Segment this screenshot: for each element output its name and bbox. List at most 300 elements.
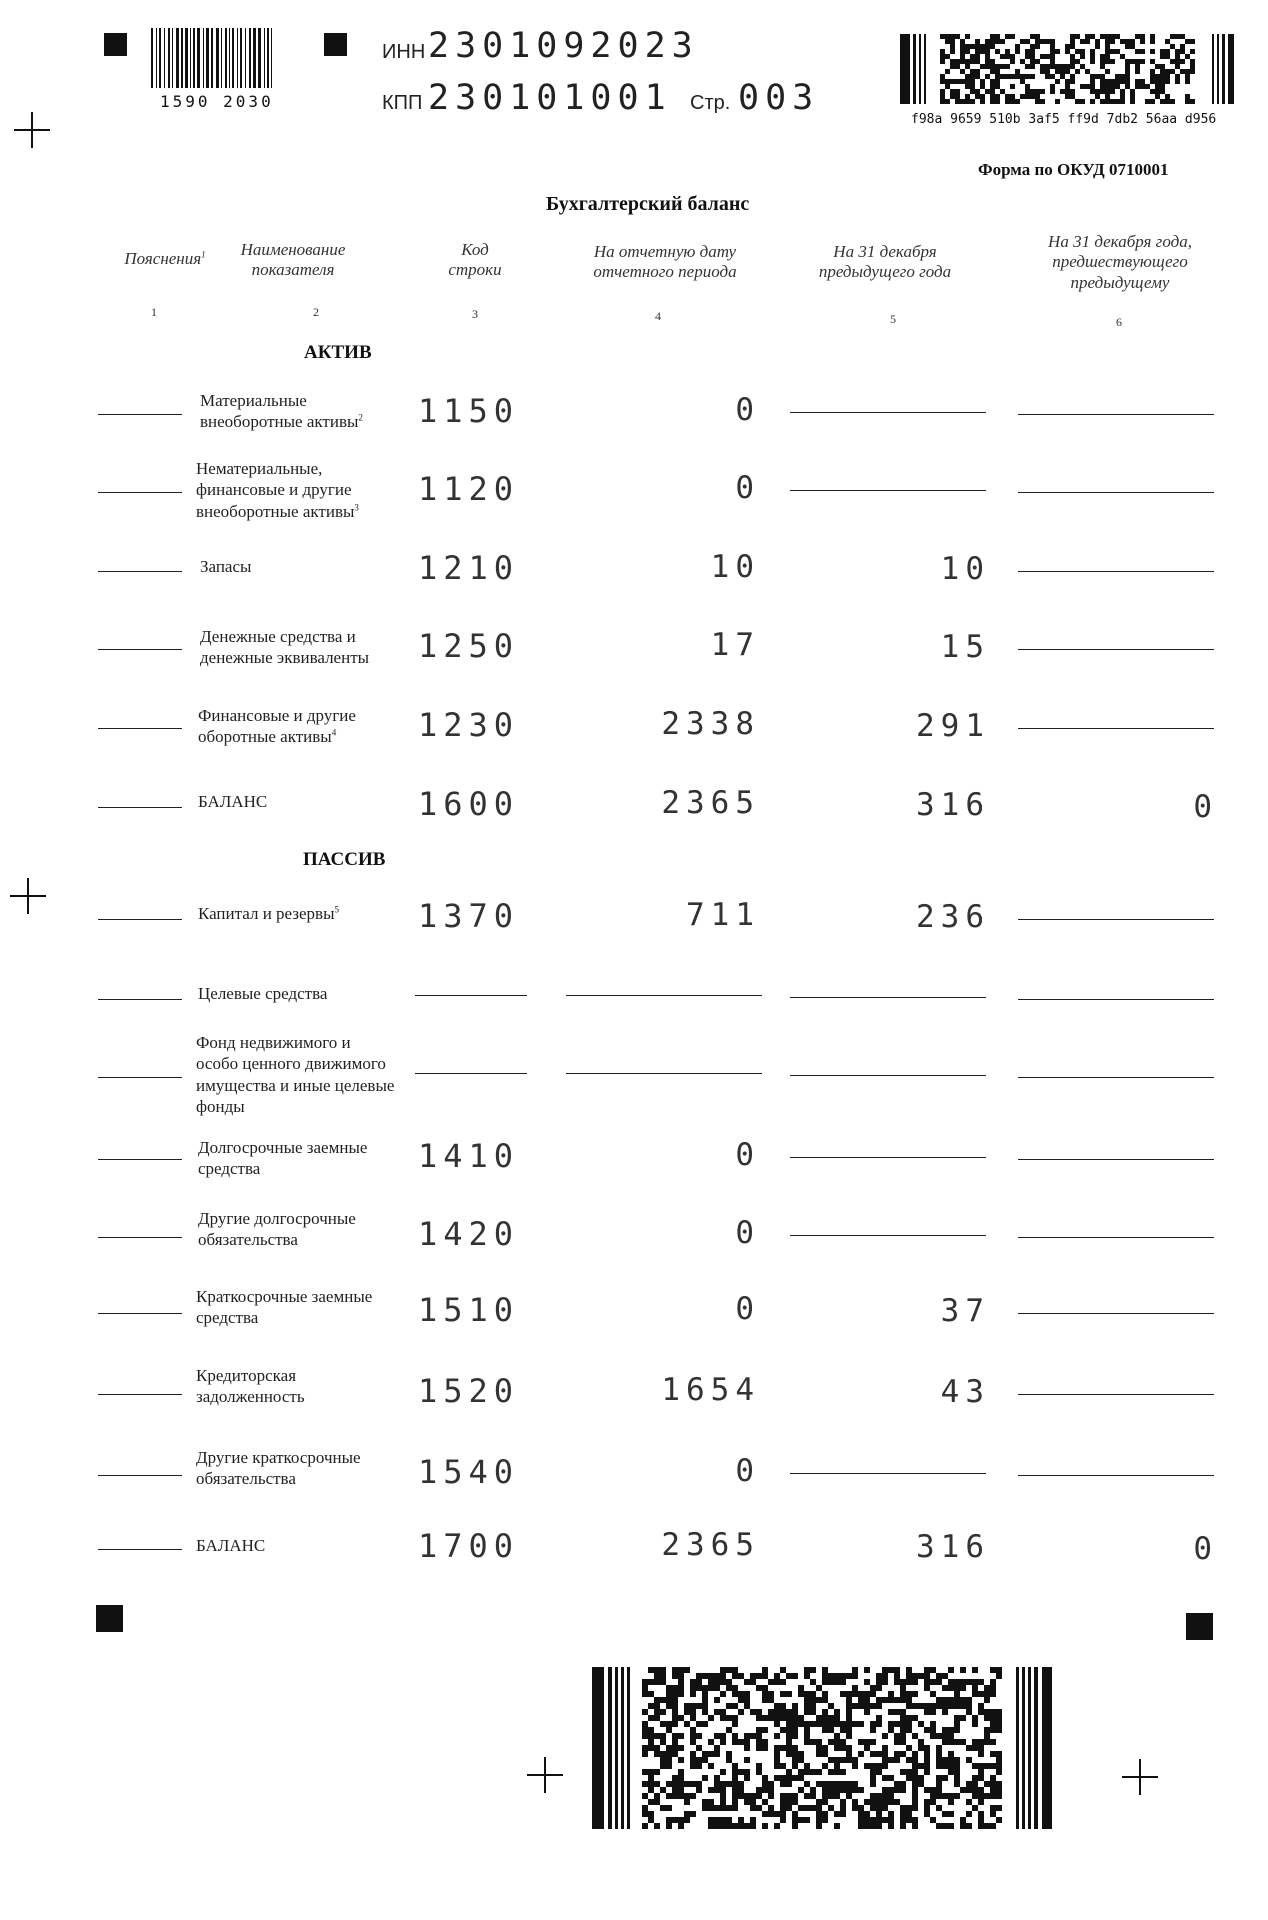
- matrix-cell: [924, 1667, 930, 1673]
- matrix-cell: [786, 1733, 792, 1739]
- matrix-cell: [1050, 89, 1055, 94]
- matrix-cell: [798, 1685, 804, 1691]
- matrix-cell: [648, 1727, 654, 1733]
- matrix-cell: [648, 1781, 654, 1787]
- matrix-cell: [840, 1739, 846, 1745]
- matrix-cell: [970, 44, 975, 49]
- section-liabilities: ПАССИВ: [303, 849, 386, 870]
- matrix-cell: [984, 1709, 990, 1715]
- guard-bar: [1212, 34, 1214, 104]
- matrix-cell: [642, 1793, 648, 1799]
- matrix-cell: [975, 89, 980, 94]
- matrix-cell: [1155, 74, 1160, 79]
- matrix-cell: [642, 1685, 648, 1691]
- matrix-cell: [918, 1739, 924, 1745]
- matrix-cell: [1085, 39, 1090, 44]
- matrix-cell: [930, 1721, 936, 1727]
- matrix-cell: [654, 1709, 660, 1715]
- prev-blank-line: [790, 997, 986, 998]
- matrix-cell: [708, 1805, 714, 1811]
- matrix-cell: [1120, 79, 1125, 84]
- row-label: [198, 1208, 408, 1251]
- matrix-cell: [954, 1679, 960, 1685]
- matrix-cell: [732, 1667, 738, 1673]
- matrix-cell: [672, 1673, 678, 1679]
- matrix-cell: [870, 1727, 876, 1733]
- matrix-cell: [948, 1763, 954, 1769]
- matrix-cell: [852, 1685, 858, 1691]
- matrix-cell: [996, 1667, 1002, 1673]
- matrix-cell: [834, 1721, 840, 1727]
- matrix-cell: [780, 1691, 786, 1697]
- row-code: 1150: [418, 392, 520, 430]
- matrix-cell: [1020, 59, 1025, 64]
- matrix-cell: [990, 1763, 996, 1769]
- barcode-bar: [221, 28, 223, 88]
- matrix-cell: [870, 1775, 876, 1781]
- matrix-cell: [894, 1757, 900, 1763]
- matrix-cell: [774, 1757, 780, 1763]
- matrix-cell: [906, 1715, 912, 1721]
- matrix-cell: [960, 1787, 966, 1793]
- matrix-cell: [702, 1805, 708, 1811]
- matrix-cell: [960, 1679, 966, 1685]
- row-label-text: Долгосрочные заемные средства: [198, 1138, 368, 1179]
- value-current: 711: [686, 897, 760, 933]
- matrix-cell: [690, 1763, 696, 1769]
- matrix-cell: [816, 1745, 822, 1751]
- matrix-cell: [940, 94, 945, 99]
- matrix-cell: [1030, 44, 1035, 49]
- row-code: 1230: [418, 706, 520, 744]
- matrix-cell: [1150, 89, 1155, 94]
- code-blank-line: [415, 995, 527, 996]
- matrix-cell: [945, 99, 950, 104]
- matrix-cell: [1150, 74, 1155, 79]
- matrix-cell: [990, 1781, 996, 1787]
- matrix-cell: [906, 1805, 912, 1811]
- matrix-cell: [924, 1673, 930, 1679]
- matrix-cell: [948, 1823, 954, 1829]
- matrix-cell: [965, 99, 970, 104]
- matrix-cell: [1080, 99, 1085, 104]
- matrix-cell: [1120, 39, 1125, 44]
- matrix-cell: [696, 1733, 702, 1739]
- matrix-cell: [1170, 59, 1175, 64]
- matrix-cell: [762, 1745, 768, 1751]
- matrix-cell: [912, 1817, 918, 1823]
- matrix-cell: [1015, 99, 1020, 104]
- matrix-cell: [768, 1697, 774, 1703]
- matrix-cell: [792, 1793, 798, 1799]
- matrix-cell: [940, 49, 945, 54]
- guard-bar: [1028, 1667, 1031, 1829]
- matrix-cell: [780, 1667, 786, 1673]
- matrix-cell: [960, 1715, 966, 1721]
- matrix-cell: [936, 1775, 942, 1781]
- matrix-cell: [1120, 74, 1125, 79]
- row-label-text: Кредиторская задолженность: [196, 1366, 305, 1407]
- footnote-marker: 5: [334, 904, 340, 915]
- matrix-cell: [810, 1805, 816, 1811]
- matrix-cell: [996, 1817, 1002, 1823]
- matrix-cell: [780, 1709, 786, 1715]
- matrix-cell: [678, 1781, 684, 1787]
- matrix-cell: [786, 1745, 792, 1751]
- matrix-cell: [990, 1787, 996, 1793]
- matrix-cell: [714, 1817, 720, 1823]
- matrix-cell: [1100, 99, 1105, 104]
- matrix-cell: [1185, 94, 1190, 99]
- barcode-bar: [225, 28, 227, 88]
- matrix-cell: [985, 64, 990, 69]
- matrix-cell: [1050, 44, 1055, 49]
- matrix-cell: [984, 1763, 990, 1769]
- matrix-cell: [1130, 59, 1135, 64]
- matrix-cell: [810, 1703, 816, 1709]
- matrix-cell: [995, 79, 1000, 84]
- matrix-cell: [852, 1757, 858, 1763]
- matrix-cell: [955, 59, 960, 64]
- matrix-cell: [996, 1715, 1002, 1721]
- matrix-cell: [654, 1793, 660, 1799]
- matrix-cell: [804, 1817, 810, 1823]
- matrix-cell: [960, 44, 965, 49]
- matrix-cell: [990, 1793, 996, 1799]
- matrix-cell: [912, 1769, 918, 1775]
- matrix-cell: [708, 1685, 714, 1691]
- value-current: 0: [735, 1291, 760, 1327]
- matrix-cell: [966, 1703, 972, 1709]
- matrix-cell: [822, 1751, 828, 1757]
- matrix-cell: [924, 1751, 930, 1757]
- matrix-cell: [1185, 74, 1190, 79]
- matrix-cell: [804, 1691, 810, 1697]
- value-current: 0: [735, 1453, 760, 1489]
- matrix-cell: [780, 1817, 786, 1823]
- matrix-cell: [1165, 94, 1170, 99]
- matrix-cell: [894, 1709, 900, 1715]
- matrix-cell: [828, 1679, 834, 1685]
- matrix-cell: [834, 1811, 840, 1817]
- matrix-cell: [1160, 74, 1165, 79]
- matrix-cell: [1130, 39, 1135, 44]
- matrix-cell: [696, 1685, 702, 1691]
- matrix-cell: [1065, 79, 1070, 84]
- matrix-cell: [912, 1823, 918, 1829]
- matrix-cell: [792, 1799, 798, 1805]
- matrix-cell: [810, 1667, 816, 1673]
- matrix-cell: [1125, 39, 1130, 44]
- matrix-cell: [822, 1799, 828, 1805]
- prev2-blank-line: [1018, 1475, 1214, 1476]
- matrix-cell: [924, 1745, 930, 1751]
- matrix-cell: [780, 1799, 786, 1805]
- matrix-cell: [1005, 64, 1010, 69]
- matrix-cell: [1125, 69, 1130, 74]
- matrix-cell: [822, 1709, 828, 1715]
- matrix-cell: [648, 1775, 654, 1781]
- matrix-cell: [900, 1739, 906, 1745]
- matrix-cell: [786, 1691, 792, 1697]
- matrix-cell: [888, 1727, 894, 1733]
- matrix-cell: [732, 1703, 738, 1709]
- prev2-blank-line: [1018, 571, 1214, 572]
- matrix-cell: [822, 1721, 828, 1727]
- matrix-cell: [990, 1667, 996, 1673]
- matrix-cell: [810, 1793, 816, 1799]
- matrix-cell: [738, 1823, 744, 1829]
- matrix-cell: [756, 1769, 762, 1775]
- matrix-cell: [666, 1727, 672, 1733]
- matrix-cell: [816, 1751, 822, 1757]
- matrix-cell: [738, 1817, 744, 1823]
- matrix-cell: [792, 1703, 798, 1709]
- matrix-cell: [894, 1721, 900, 1727]
- matrix-cell: [702, 1685, 708, 1691]
- row-label: [200, 626, 410, 669]
- matrix-cell: [924, 1787, 930, 1793]
- matrix-cell: [984, 1691, 990, 1697]
- matrix-cell: [996, 1673, 1002, 1679]
- matrix-cell: [846, 1715, 852, 1721]
- matrix-cell: [774, 1709, 780, 1715]
- matrix-cell: [888, 1697, 894, 1703]
- okud-label: Форма по ОКУД 0710001: [978, 160, 1169, 179]
- matrix-cell: [1040, 69, 1045, 74]
- matrix-cell: [750, 1799, 756, 1805]
- matrix-cell: [780, 1679, 786, 1685]
- matrix-cell: [756, 1709, 762, 1715]
- matrix-cell: [714, 1709, 720, 1715]
- matrix-cell: [1075, 59, 1080, 64]
- matrix-cell: [1165, 69, 1170, 74]
- matrix-cell: [970, 99, 975, 104]
- matrix-cell: [985, 44, 990, 49]
- matrix-cell: [810, 1691, 816, 1697]
- matrix-cell: [882, 1757, 888, 1763]
- matrix-cell: [666, 1823, 672, 1829]
- matrix-cell: [792, 1733, 798, 1739]
- matrix-cell: [948, 1667, 954, 1673]
- matrix-cell: [970, 59, 975, 64]
- matrix-cell: [980, 99, 985, 104]
- matrix-cell: [708, 1715, 714, 1721]
- matrix-cell: [1070, 39, 1075, 44]
- matrix-cell: [864, 1679, 870, 1685]
- matrix-cell: [888, 1799, 894, 1805]
- matrix-cell: [972, 1763, 978, 1769]
- prev-blank-line: [790, 1235, 986, 1236]
- matrix-cell: [642, 1691, 648, 1697]
- matrix-cell: [648, 1667, 654, 1673]
- matrix-cell: [786, 1715, 792, 1721]
- matrix-cell: [970, 69, 975, 74]
- matrix-cell: [1155, 84, 1160, 89]
- row-label-text: Запасы: [200, 557, 252, 576]
- matrix-cell: [1125, 79, 1130, 84]
- matrix-cell: [798, 1769, 804, 1775]
- matrix-cell: [1055, 64, 1060, 69]
- matrix-cell: [995, 64, 1000, 69]
- matrix-cell: [1020, 94, 1025, 99]
- matrix-cell: [744, 1757, 750, 1763]
- matrix-cell: [762, 1823, 768, 1829]
- barcode-bar: [267, 28, 269, 88]
- barcode-bar: [232, 28, 234, 88]
- matrix-cell: [690, 1679, 696, 1685]
- matrix-cell: [1180, 69, 1185, 74]
- matrix-cell: [942, 1703, 948, 1709]
- matrix-cell: [990, 99, 995, 104]
- matrix-cell: [774, 1673, 780, 1679]
- matrix-cell: [966, 1823, 972, 1829]
- matrix-cell: [642, 1721, 648, 1727]
- matrix-cell: [834, 1823, 840, 1829]
- matrix-cell: [744, 1697, 750, 1703]
- matrix-cell: [1170, 34, 1175, 39]
- matrix-cell: [1020, 74, 1025, 79]
- matrix-cell: [1125, 59, 1130, 64]
- matrix-cell: [1110, 49, 1115, 54]
- matrix-cell: [834, 1787, 840, 1793]
- matrix-cell: [864, 1745, 870, 1751]
- matrix-cell: [1075, 99, 1080, 104]
- matrix-cell: [912, 1781, 918, 1787]
- matrix-cell: [1115, 74, 1120, 79]
- matrix-cell: [978, 1811, 984, 1817]
- matrix-cell: [940, 99, 945, 104]
- matrix-cell: [912, 1703, 918, 1709]
- matrix-cell: [678, 1715, 684, 1721]
- matrix-cell: [762, 1775, 768, 1781]
- matrix-cell: [654, 1823, 660, 1829]
- matrix-cell: [642, 1823, 648, 1829]
- matrix-cell: [1090, 99, 1095, 104]
- matrix-cell: [1040, 39, 1045, 44]
- barcode-bar: [258, 28, 261, 88]
- matrix-cell: [750, 1709, 756, 1715]
- matrix-cell: [786, 1721, 792, 1727]
- row-label-text: Денежные средства и денежные эквиваленты: [200, 627, 370, 668]
- matrix-cell: [1030, 49, 1035, 54]
- value-current: 0: [735, 1215, 760, 1251]
- matrix-cell: [1035, 34, 1040, 39]
- matrix-cell: [714, 1823, 720, 1829]
- matrix-cell: [756, 1673, 762, 1679]
- matrix-cell: [924, 1709, 930, 1715]
- matrix-cell: [936, 1697, 942, 1703]
- matrix-cell: [972, 1721, 978, 1727]
- matrix-cell: [980, 79, 985, 84]
- matrix-cell: [965, 44, 970, 49]
- matrix-cell: [1170, 99, 1175, 104]
- matrix-cell: [714, 1751, 720, 1757]
- matrix-cell: [864, 1823, 870, 1829]
- matrix-cell: [846, 1757, 852, 1763]
- matrix-cell: [678, 1823, 684, 1829]
- matrix-cell: [696, 1757, 702, 1763]
- matrix-cell: [648, 1787, 654, 1793]
- matrix-cell: [906, 1769, 912, 1775]
- matrix-cell: [738, 1769, 744, 1775]
- value-current: 2365: [661, 1527, 760, 1563]
- matrix-cell: [876, 1763, 882, 1769]
- matrix-cell: [1000, 54, 1005, 59]
- matrix-cell: [822, 1763, 828, 1769]
- matrix-cell: [840, 1781, 846, 1787]
- matrix-cell: [972, 1781, 978, 1787]
- matrix-cell: [900, 1727, 906, 1733]
- matrix-cell: [906, 1673, 912, 1679]
- barcode-bar: [159, 28, 161, 88]
- matrix-cell: [876, 1715, 882, 1721]
- matrix-cell: [972, 1691, 978, 1697]
- matrix-cell: [954, 1721, 960, 1727]
- matrix-cell: [955, 64, 960, 69]
- matrix-cell: [660, 1787, 666, 1793]
- matrix-cell: [882, 1733, 888, 1739]
- matrix-cell: [1050, 64, 1055, 69]
- matrix-cell: [945, 79, 950, 84]
- matrix-cell: [726, 1667, 732, 1673]
- matrix-cell: [726, 1715, 732, 1721]
- matrix-cell: [990, 59, 995, 64]
- matrix-cell: [678, 1733, 684, 1739]
- matrix-cell: [1160, 69, 1165, 74]
- matrix-cell: [985, 39, 990, 44]
- barcode-bar: [151, 28, 153, 88]
- matrix-cell: [792, 1817, 798, 1823]
- matrix-cell: [762, 1691, 768, 1697]
- matrix-cell: [942, 1685, 948, 1691]
- matrix-cell: [970, 54, 975, 59]
- barcode-bar: [206, 28, 209, 88]
- guard-bar: [1217, 34, 1219, 104]
- matrix-cell: [888, 1691, 894, 1697]
- matrix-cell: [720, 1709, 726, 1715]
- barcode-bar: [168, 28, 170, 88]
- matrix-cell: [936, 1781, 942, 1787]
- matrix-cell: [894, 1739, 900, 1745]
- matrix-cell: [690, 1751, 696, 1757]
- guard-bar: [1022, 1667, 1025, 1829]
- matrix-cell: [972, 1739, 978, 1745]
- matrix-cell: [684, 1781, 690, 1787]
- matrix-cell: [720, 1739, 726, 1745]
- matrix-cell: [696, 1703, 702, 1709]
- matrix-cell: [804, 1739, 810, 1745]
- matrix-cell: [912, 1673, 918, 1679]
- matrix-cell: [1060, 74, 1065, 79]
- matrix-cell: [798, 1775, 804, 1781]
- matrix-cell: [1100, 54, 1105, 59]
- matrix-cell: [924, 1679, 930, 1685]
- guard-bar: [1042, 1667, 1052, 1829]
- matrix-cell: [684, 1817, 690, 1823]
- matrix-cell: [972, 1685, 978, 1691]
- matrix-cell: [858, 1805, 864, 1811]
- matrix-cell: [864, 1817, 870, 1823]
- prev-blank-line: [790, 1157, 986, 1158]
- matrix-cell: [990, 79, 995, 84]
- crosshair-bottom-right: [1122, 1759, 1158, 1795]
- matrix-cell: [852, 1799, 858, 1805]
- matrix-cell: [900, 1751, 906, 1757]
- kpp-label: КПП: [382, 92, 423, 114]
- matrix-cell: [1105, 54, 1110, 59]
- matrix-cell: [912, 1733, 918, 1739]
